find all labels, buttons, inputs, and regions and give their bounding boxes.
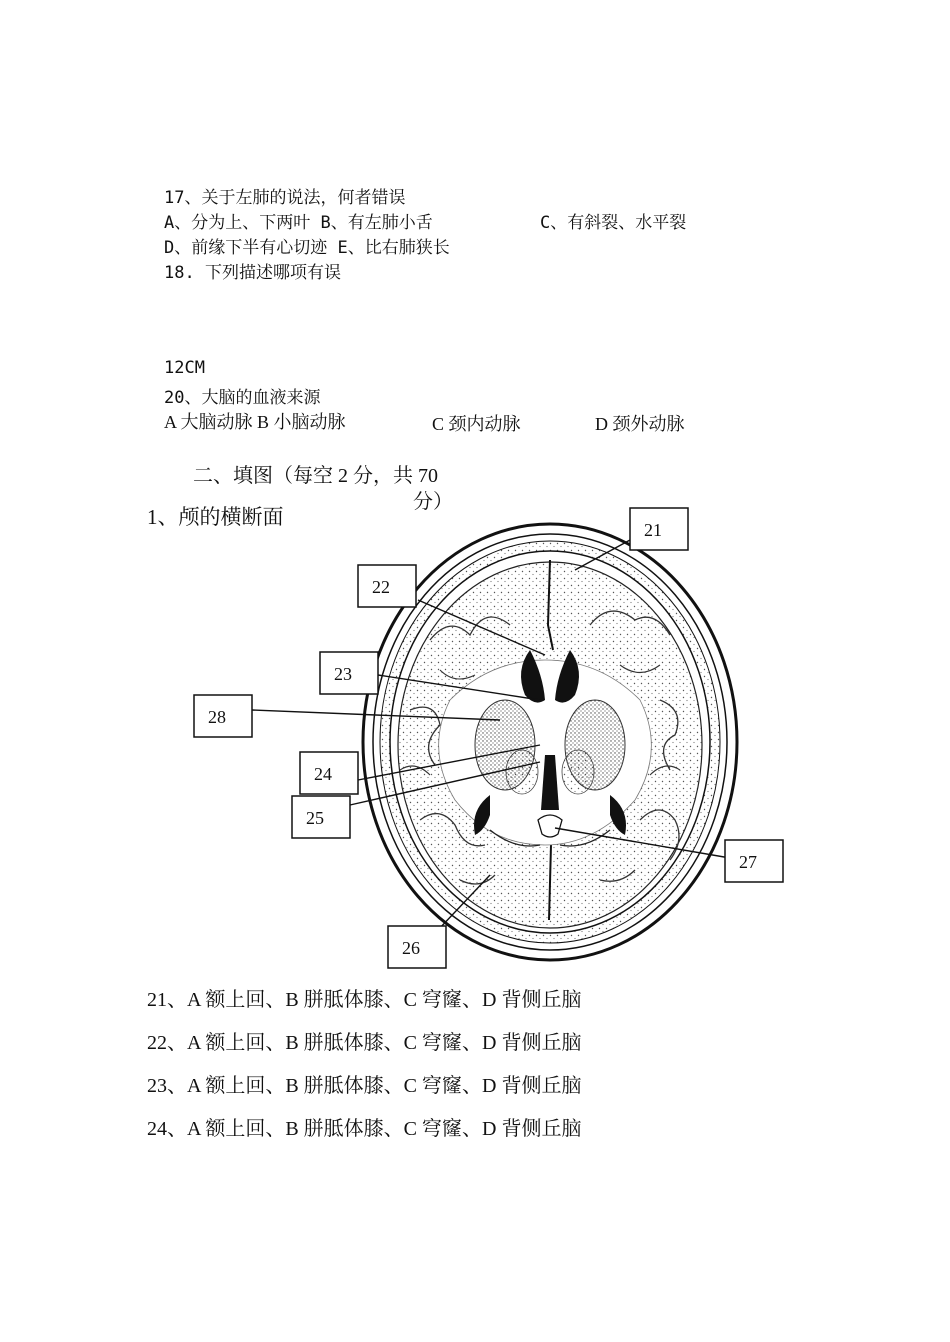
label-23 bbox=[320, 652, 378, 694]
q17-options-de: D、前缘下半有心切迹 E、比右肺狭长 bbox=[164, 238, 450, 258]
section-title-line2: 分） bbox=[413, 491, 453, 513]
svg-text:24: 24 bbox=[314, 764, 332, 784]
q17-options-ab: A、分为上、下两叶 B、有左肺小舌 bbox=[164, 213, 433, 233]
q20-option-d: D 颈外动脉 bbox=[595, 414, 685, 434]
svg-text:28: 28 bbox=[208, 707, 226, 727]
svg-text:27: 27 bbox=[739, 852, 757, 872]
label-28 bbox=[194, 695, 252, 737]
label-27 bbox=[725, 840, 783, 882]
q20-options-ab: A 大脑动脉 B 小脑动脉 bbox=[164, 412, 346, 432]
q20-option-c: C 颈内动脉 bbox=[432, 414, 521, 434]
brain-hemispheres bbox=[398, 560, 702, 928]
svg-text:25: 25 bbox=[306, 808, 324, 828]
svg-text:22: 22 bbox=[372, 577, 390, 597]
section-title-line1: 二、填图（每空 2 分，共 70 bbox=[193, 465, 438, 487]
svg-text:26: 26 bbox=[402, 938, 420, 958]
label-25 bbox=[292, 796, 350, 838]
answer-row-23: 23、A 额上回、B 胼胝体膝、C 穹窿、D 背侧丘脑 bbox=[147, 1075, 582, 1097]
svg-text:21: 21 bbox=[644, 520, 662, 540]
answer-row-22: 22、A 额上回、B 胼胝体膝、C 穹窿、D 背侧丘脑 bbox=[147, 1032, 582, 1054]
q17-option-c: C、有斜裂、水平裂 bbox=[540, 213, 687, 233]
label-26 bbox=[388, 926, 446, 968]
label-24 bbox=[300, 752, 358, 794]
q17-stem: 17、关于左肺的说法，何者错误 bbox=[164, 188, 406, 208]
figure-title: 1、颅的横断面 bbox=[147, 505, 284, 529]
answer-row-21: 21、A 额上回、B 胼胝体膝、C 穹窿、D 背侧丘脑 bbox=[147, 989, 582, 1011]
brain-cross-section-figure bbox=[150, 500, 800, 980]
svg-text:23: 23 bbox=[334, 664, 352, 684]
label-22 bbox=[358, 565, 416, 607]
label-21 bbox=[630, 508, 688, 550]
text-fragment: 12CM bbox=[164, 358, 205, 378]
q18-stem: 18. 下列描述哪项有误 bbox=[164, 263, 341, 283]
q20-stem: 20、大脑的血液来源 bbox=[164, 388, 321, 408]
answer-row-24: 24、A 额上回、B 胼胝体膝、C 穹窿、D 背侧丘脑 bbox=[147, 1118, 582, 1140]
